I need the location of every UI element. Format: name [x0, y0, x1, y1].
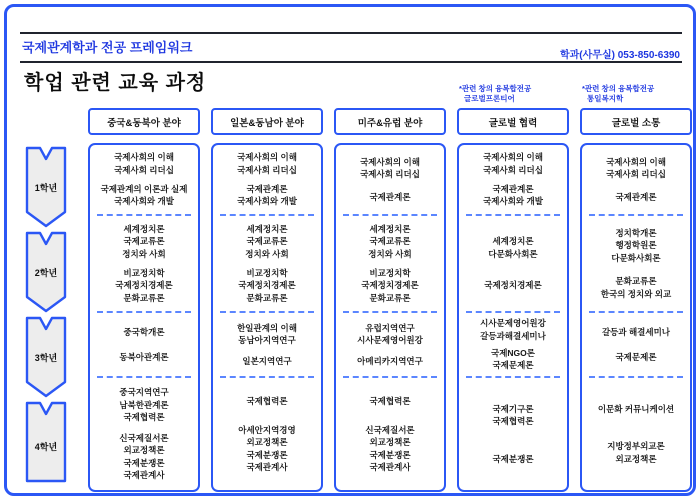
course-item: 국제정치경제론 [484, 280, 542, 291]
course-group [582, 403, 690, 416]
year-section [582, 378, 690, 490]
course-item: 갈등과해결세미나 [480, 330, 546, 341]
column-title: 미주&유럽 분야 [334, 108, 446, 135]
year-section [336, 378, 444, 490]
course-group [90, 267, 198, 305]
course-item: 국제문제론 [492, 360, 534, 371]
curriculum-column [88, 84, 200, 492]
course-item: 국제교류론 [123, 236, 165, 247]
year-section [90, 378, 198, 490]
course-item: 국제사회의 이해 [483, 152, 543, 163]
course-item: 국제NGO론 [491, 347, 535, 358]
course-item: 세계정치론 [492, 236, 534, 247]
column-course-box [580, 143, 692, 492]
course-group [90, 326, 198, 339]
columns-container [88, 84, 692, 492]
column-note-line: *관련 창의 융복합전공 [582, 84, 655, 93]
course-item: 국제사회의 이해 [114, 152, 174, 163]
course-item: 국제사회와 개발 [237, 196, 297, 207]
year-section [459, 145, 567, 214]
course-group [582, 351, 690, 364]
course-item: 국제기구론 [492, 403, 534, 414]
course-group [582, 275, 690, 300]
course-group [90, 432, 198, 482]
course-item: 지방정부외교론 [607, 441, 665, 452]
year-section [213, 313, 321, 376]
course-group [213, 395, 321, 408]
course-item: 국제관계사 [369, 462, 411, 472]
course-item: 외교정책론 [123, 445, 165, 456]
course-group [336, 191, 444, 204]
course-item: 시사문제영어원강 [357, 335, 423, 345]
course-item: 문화교류론 [246, 292, 288, 303]
year-section [582, 313, 690, 376]
year-section [459, 378, 567, 490]
course-item: 국제교류론 [246, 236, 288, 247]
course-group [459, 403, 567, 428]
course-group [582, 191, 690, 204]
course-item: 시사문제영어원강 [480, 318, 546, 329]
column-note [580, 84, 692, 108]
course-item: 국제관계론 [492, 183, 534, 194]
course-item: 국제분쟁론 [369, 449, 411, 460]
course-group [336, 395, 444, 408]
course-group [582, 326, 690, 339]
course-item: 일본지역연구 [242, 356, 292, 366]
curriculum-column [457, 84, 569, 492]
course-item: 세계정치론 [246, 223, 288, 234]
course-item: 갈등과 해결세미나 [601, 326, 671, 337]
course-item: 국제분쟁론 [246, 449, 288, 460]
year-section [459, 216, 567, 311]
column-note-line: *관련 창의 융복합전공 [459, 84, 532, 93]
course-item: 국제관계사 [246, 462, 288, 472]
course-item: 다문화사회론 [611, 252, 661, 263]
course-group [336, 322, 444, 347]
course-item: 행정학원론 [615, 240, 657, 251]
course-group [582, 227, 690, 265]
course-item: 국제사회의 이해 [360, 156, 420, 167]
column-course-box [211, 143, 323, 492]
year-section [90, 216, 198, 311]
curriculum-column [211, 84, 323, 492]
course-group [90, 351, 198, 364]
course-group [213, 355, 321, 368]
course-item: 외교정책론 [246, 437, 288, 447]
course-group [336, 355, 444, 368]
course-item: 국제분쟁론 [492, 453, 534, 464]
course-group [213, 151, 321, 176]
year-label: 3학년 [34, 353, 58, 363]
course-item: 세계정치론 [369, 223, 411, 234]
course-group [459, 183, 567, 208]
year-arrow-1 [24, 145, 68, 229]
course-item: 국제관계론 [615, 192, 657, 202]
course-item: 국제관계사 [123, 470, 165, 481]
course-group [582, 440, 690, 465]
column-note [211, 84, 323, 108]
course-item: 유럽지역연구 [365, 322, 415, 333]
column-note-line: 통일복지학 [587, 94, 624, 104]
year-section [582, 145, 690, 214]
course-item: 아메리카지역연구 [357, 356, 423, 366]
course-item: 국제정치경제론 [361, 280, 419, 291]
course-item: 문화교류론 [615, 276, 657, 287]
department-office-phone: 학과(사무실) 053-850-6390 [559, 50, 680, 61]
course-item: 한일관계의 이해 [237, 322, 297, 333]
dept-framework-title: 국제관계학과 전공 프레임워크 [22, 40, 193, 55]
course-group [459, 347, 567, 372]
course-item: 국제협력론 [492, 416, 534, 427]
course-item: 한국의 정치와 외교 [600, 288, 672, 299]
course-group [582, 156, 690, 181]
course-group [459, 453, 567, 466]
course-item: 중국학개론 [123, 326, 165, 337]
course-item: 국제협력론 [369, 395, 411, 406]
course-item: 정치와 사회 [245, 248, 289, 259]
column-title: 글로벌 협력 [457, 108, 569, 135]
column-note-line: 글로벌프론티어 [464, 94, 515, 104]
year-section [459, 313, 567, 376]
course-group [213, 223, 321, 261]
course-item: 국제정치경제론 [115, 280, 173, 291]
column-course-box [88, 143, 200, 492]
course-group [213, 267, 321, 305]
course-item: 국제관계의 이론과 실제 [100, 183, 188, 194]
year-section [582, 216, 690, 311]
page-title: 학업 관련 교육 과정 [24, 72, 207, 94]
curriculum-column [334, 84, 446, 492]
course-item: 다문화사회론 [488, 248, 538, 259]
course-item: 국제사회의 이해 [237, 152, 297, 163]
course-group [336, 223, 444, 261]
course-item: 신국제질서론 [365, 424, 415, 435]
year-section [90, 313, 198, 376]
column-note [88, 84, 200, 108]
course-item: 외교정책론 [615, 453, 657, 464]
course-item: 국제문제론 [615, 351, 657, 362]
course-item: 문화교류론 [123, 292, 165, 303]
year-arrow-3 [24, 315, 68, 399]
year-arrows [24, 145, 68, 484]
course-item: 비교정치학 [369, 267, 411, 278]
course-item: 국제정치경제론 [238, 280, 296, 291]
course-item: 비교정치학 [246, 267, 288, 278]
course-group [459, 279, 567, 292]
mid-rule [20, 61, 682, 63]
year-label: 4학년 [34, 442, 58, 452]
course-item: 국제사회 리더십 [114, 164, 174, 175]
year-section [90, 145, 198, 214]
year-section [336, 313, 444, 376]
course-item: 국제협력론 [123, 412, 165, 423]
column-note [457, 84, 569, 108]
course-item: 아세안지역경영 [238, 424, 296, 435]
course-item: 국제사회 리더십 [606, 169, 666, 179]
year-section [336, 216, 444, 311]
course-item: 정치와 사회 [368, 248, 412, 259]
course-item: 이문화 커뮤니케이션 [597, 403, 675, 414]
course-item: 국제사회 리더십 [360, 169, 420, 179]
curriculum-column [580, 84, 692, 492]
course-group [90, 386, 198, 424]
course-group [213, 183, 321, 208]
course-group [336, 267, 444, 305]
course-item: 국제관계론 [369, 192, 411, 202]
course-group [213, 424, 321, 474]
year-arrow-2 [24, 230, 68, 314]
course-group [90, 151, 198, 176]
course-group [459, 151, 567, 176]
course-item: 정치와 사회 [122, 248, 166, 259]
year-label: 1학년 [34, 183, 58, 193]
column-title: 중국&동북아 분야 [88, 108, 200, 135]
year-label: 2학년 [34, 268, 58, 278]
course-item: 문화교류론 [369, 292, 411, 303]
course-item: 중국지역연구 [119, 387, 169, 398]
course-item: 정치학개론 [615, 227, 657, 238]
course-item: 남북한관계론 [119, 399, 169, 410]
course-item: 세계정치론 [123, 223, 165, 234]
course-group [336, 156, 444, 181]
course-group [213, 322, 321, 347]
year-section [213, 216, 321, 311]
year-section [213, 378, 321, 490]
course-item: 국제관계론 [246, 183, 288, 194]
course-group [459, 317, 567, 342]
course-item: 국제협력론 [246, 395, 288, 406]
column-course-box [457, 143, 569, 492]
year-section [336, 145, 444, 214]
course-item: 국제교류론 [369, 236, 411, 247]
column-note [334, 84, 446, 108]
course-item: 외교정책론 [369, 437, 411, 447]
year-arrow-4 [24, 400, 68, 484]
column-title: 글로벌 소통 [580, 108, 692, 135]
year-section [213, 145, 321, 214]
course-item: 국제사회와 개발 [114, 196, 174, 207]
course-item: 국제사회의 이해 [606, 156, 666, 167]
top-rule [20, 32, 682, 34]
course-item: 국제분쟁론 [123, 457, 165, 468]
column-title: 일본&동남아 분야 [211, 108, 323, 135]
course-item: 국제사회 리더십 [237, 164, 297, 175]
course-group [336, 424, 444, 474]
course-group [90, 183, 198, 208]
course-item: 비교정치학 [123, 267, 165, 278]
course-group [90, 223, 198, 261]
column-course-box [334, 143, 446, 492]
course-item: 동북아관계론 [119, 351, 169, 362]
course-item: 동남아지역연구 [238, 335, 296, 345]
course-item: 국제사회와 개발 [483, 196, 543, 207]
course-group [459, 235, 567, 260]
course-item: 신국제질서론 [119, 432, 169, 443]
course-item: 국제사회 리더십 [483, 164, 543, 175]
